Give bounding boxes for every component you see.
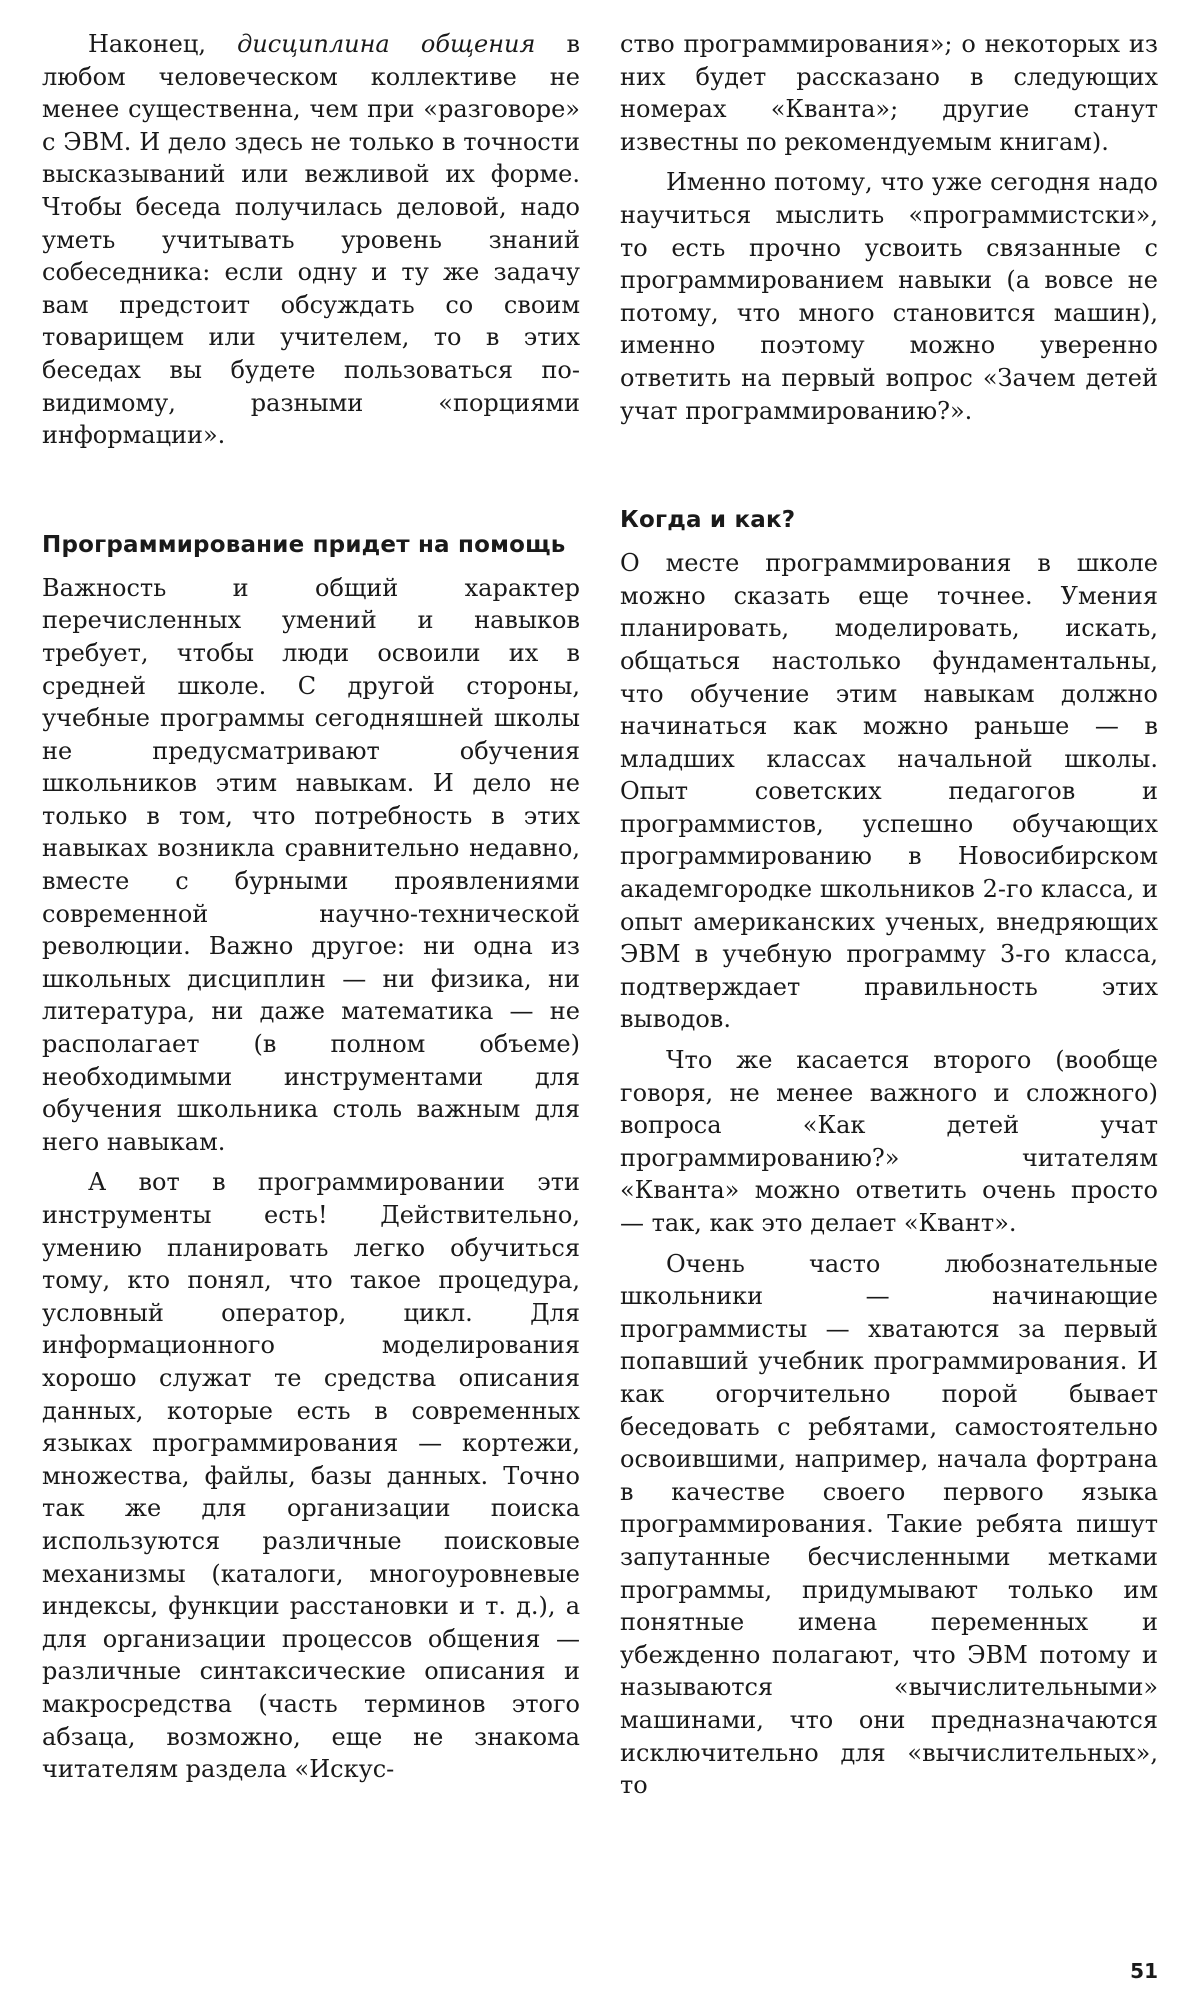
right-paragraph-3: О месте программирования в школе можно сказать еще точнее. Умения планировать, моделировать, искать, общаться настолько фундаментальны, что обучение этим навыкам должно начинаться как можно раньше — в младших классах начальной школы. Опыт советских педагогов и программистов, успешно обучающих программированию в Новосибирском академгородке школьников 2-го класса, и опыт американских ученых, внедряющих ЭВМ в учебную программу 3-го класса, подтверждает правильность этих выводов. <box>620 549 1158 1034</box>
left-column <box>42 28 580 1794</box>
right-paragraph-4: Что же касается второго (вообще говоря, не менее важного и сложного) вопроса «Как детей учат программированию?» читателям «Кванта» можно ответить очень просто — так, как это делает «Квант». <box>620 1046 1158 1237</box>
intro-paragraph <box>42 28 580 452</box>
section-gap <box>42 460 580 530</box>
section-title-when-how: Когда и как? <box>620 507 796 534</box>
section-title-programming: Программирование придет на помощь <box>42 531 566 558</box>
intro-emphasis: дисциплина общения <box>237 30 536 58</box>
section-gap <box>620 435 1158 505</box>
intro-rest: в любом человеческом коллективе не менее существенна, чем при «разговоре» с ЭВМ. И дело здесь не только в точности высказываний или вежливой их форме. Чтобы беседа получилась деловой, надо уметь учитывать уровень знаний собеседника: если одну и ту же задачу вам предстоит обсуждать со своим товарищем или учителем, то в этих беседах вы будете пользоваться по-видимому, разными «порциями информации». <box>42 30 580 450</box>
intro-lead: Наконец, <box>88 30 238 58</box>
right-paragraph-2: Именно потому, что уже сегодня надо научиться мыслить «программистски», то есть прочно усвоить связанные с программированием навыки (а вовсе не потому, что много становится машин), именно поэтому можно уверенно ответить на первый вопрос «Зачем детей учат программированию?». <box>620 168 1158 425</box>
right-paragraph-1: ство программирования»; о некоторых из них будет рассказано в следующих номерах «Кванта»; другие станут известны по рекомендуемым книгам). <box>620 30 1158 156</box>
right-paragraph-5: Очень часто любознательные школьники — начинающие программисты — хватаются за первый попавший учебник программирования. И как огорчительно порой бывает беседовать с ребятами, самостоятельно освоившими, например, начала фортрана в качестве своего первого языка программирования. Такие ребята пишут запутанные бесчисленными метками программы, придумывают только им понятные имена переменных и убежденно полагают, что ЭВМ потому и называются «вычислительными» машинами, что они предназначаются исключительно для «вычислительных», то <box>620 1249 1158 1800</box>
left-paragraph-2: А вот в программировании эти инструменты есть! Действительно, умению планировать легко обучиться тому, кто понял, что такое процедура, условный оператор, цикл. Для информационного моделирования хорошо служат те средства описания данных, которые есть в современных языках программирования — кортежи, множества, файлы, базы данных. Точно так же для организации поиска используются различные поисковые механизмы (каталоги, многоуровневые индексы, функции расстановки и т. д.), а для организации процессов общения — различные синтаксические описания и макросредства (часть терминов этого абзаца, возможно, еще не знакома читателям раздела «Искус- <box>42 1168 580 1784</box>
right-column <box>620 28 1158 1810</box>
left-paragraph-1: Важность и общий характер перечисленных умений и навыков требует, чтобы люди освоили их в средней школе. С другой стороны, учебные программы сегодняшней школы не предусматривают обучения школьников этим навыкам. И дело не только в том, что потребность в этих навыках возникла сравнительно недавно, вместе с бурными проявлениями современной научно-технической революции. Важно другое: ни одна из школьных дисциплин — ни физика, ни литература, ни даже математика — не располагает (в полном объеме) необходимыми инструментами для обучения школьника столь важным для него навыкам. <box>42 573 580 1156</box>
page-number: 51 <box>1130 1959 1158 1983</box>
